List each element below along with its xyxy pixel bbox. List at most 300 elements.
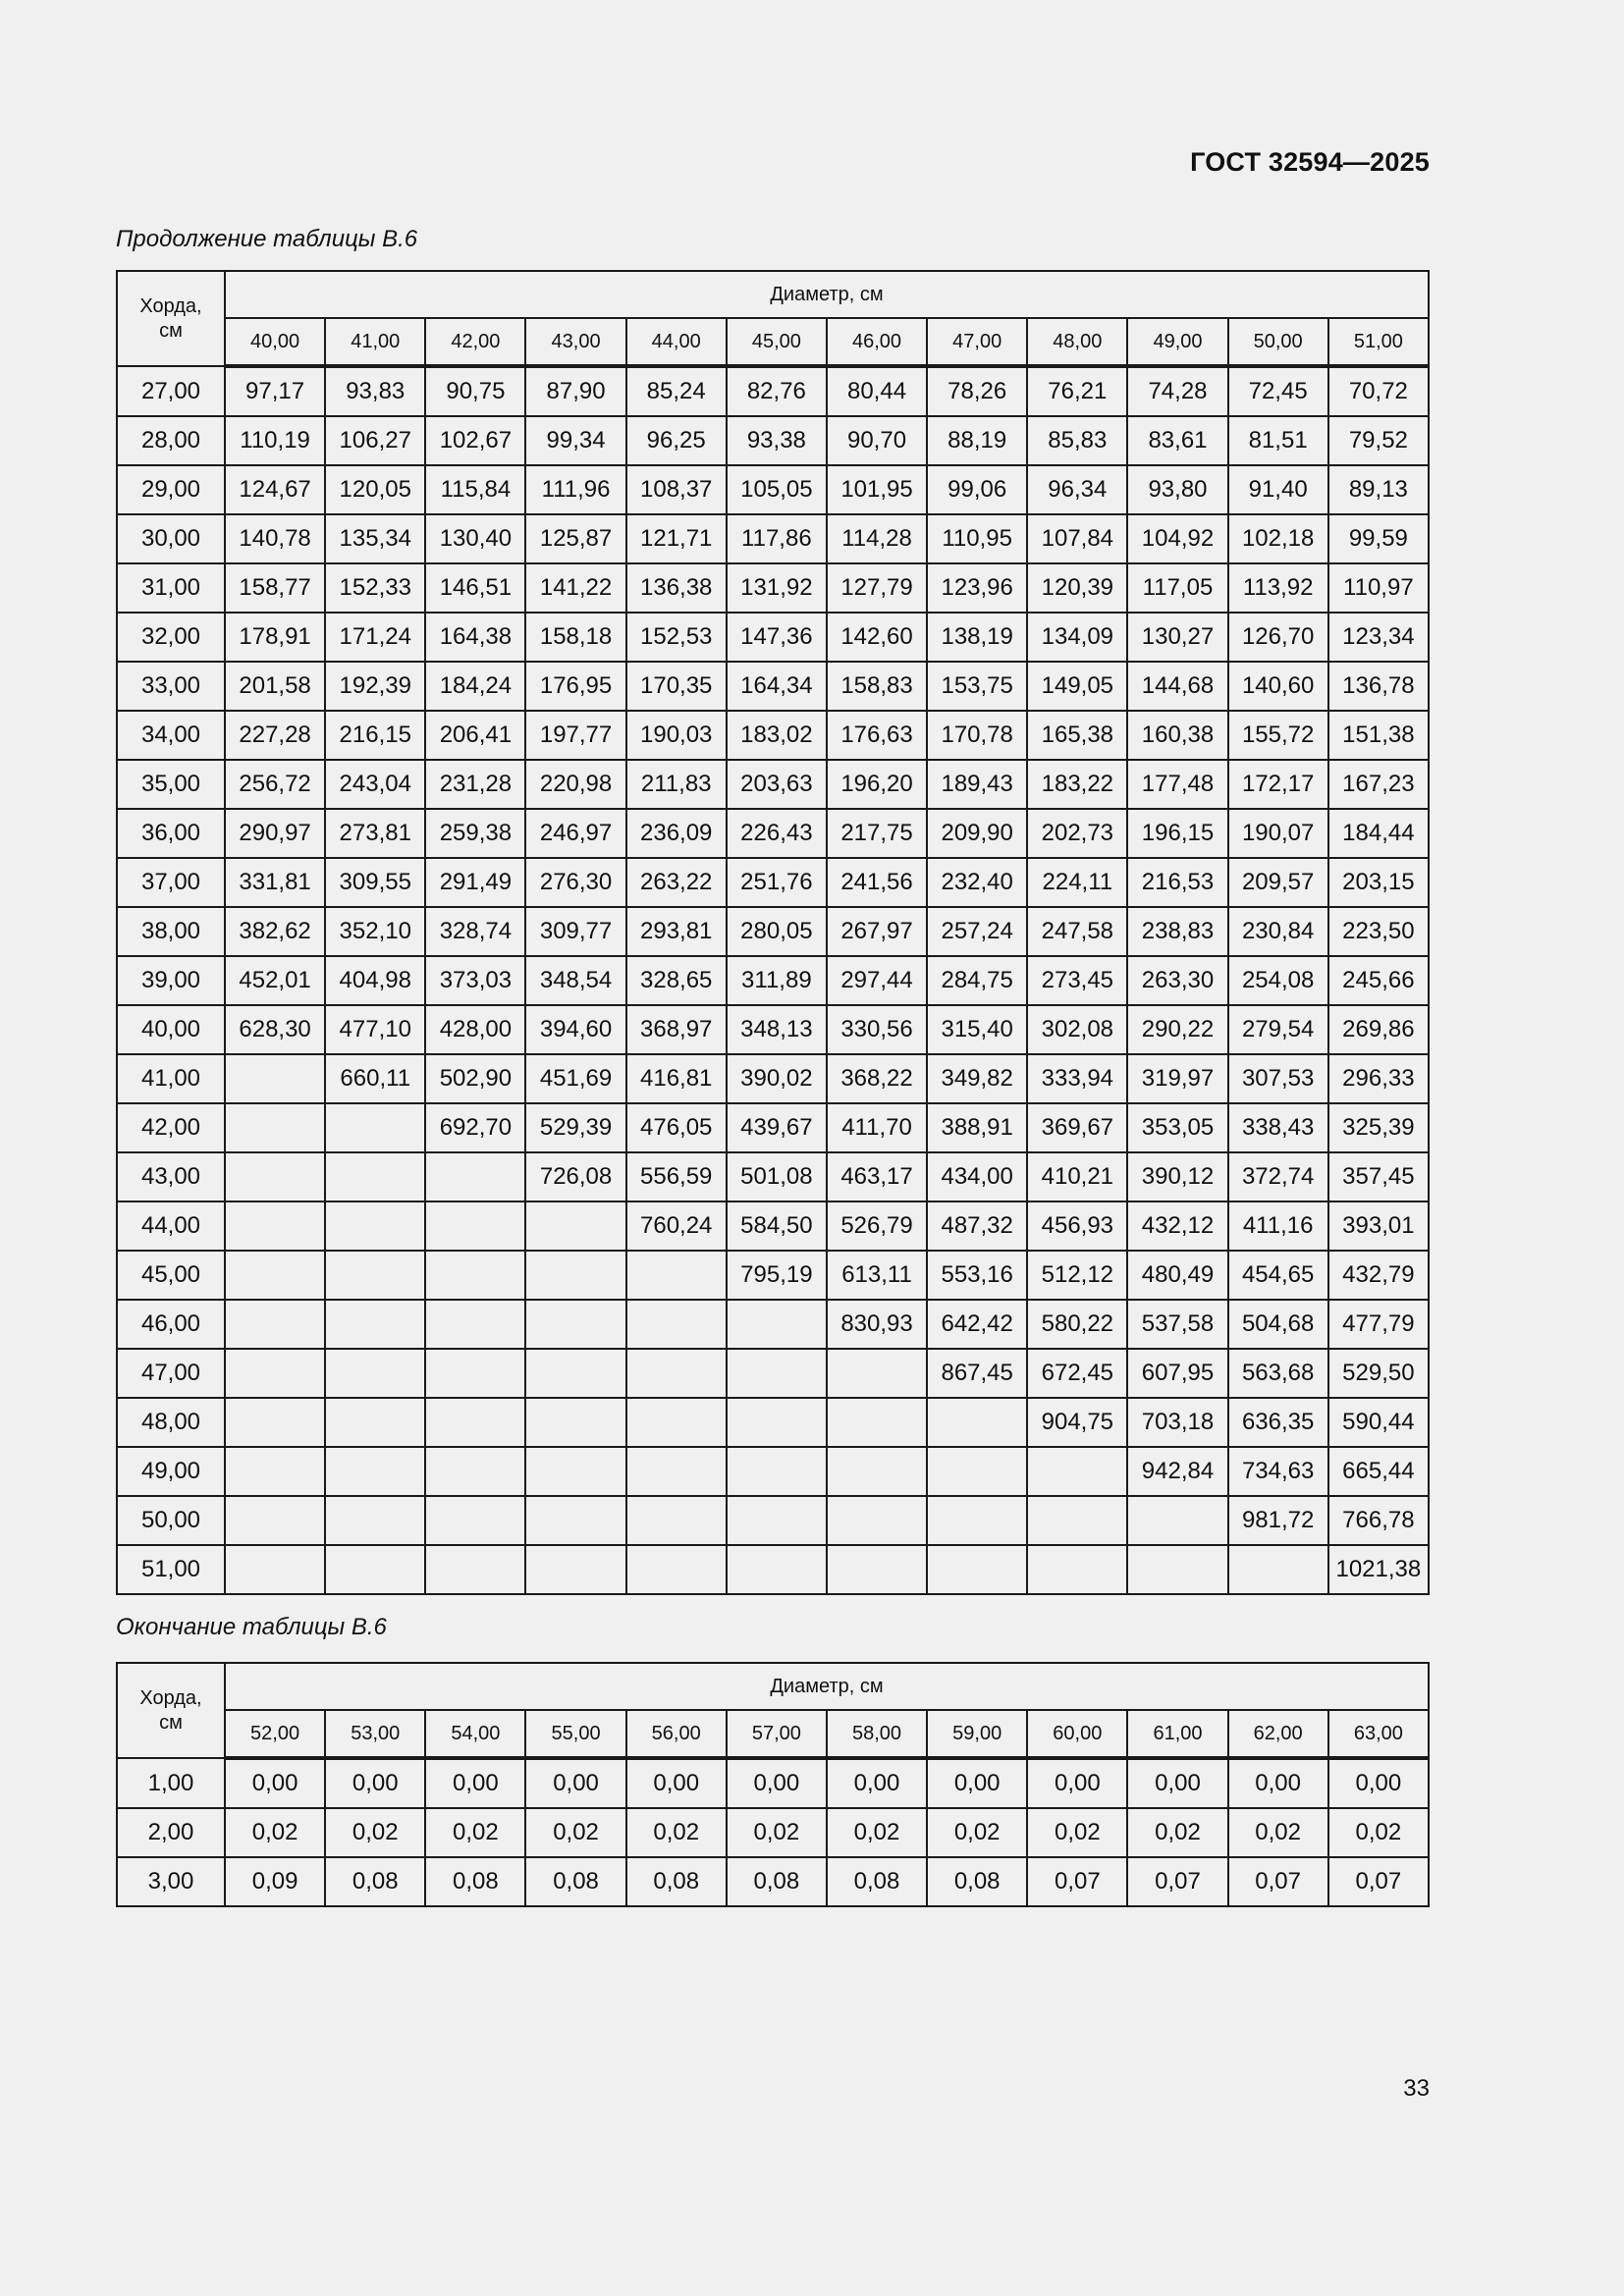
table-cell <box>626 1496 727 1545</box>
chord-value: 32,00 <box>117 613 225 662</box>
table-row <box>117 956 1429 1005</box>
table-cell: 0,02 <box>325 1808 425 1857</box>
chord-value: 44,00 <box>117 1201 225 1251</box>
table-cell: 309,55 <box>325 858 425 907</box>
table-cell: 192,39 <box>325 662 425 711</box>
table-cell <box>525 1545 625 1594</box>
table-cell: 273,81 <box>325 809 425 858</box>
table-cell <box>325 1349 425 1398</box>
table-cell <box>225 1054 325 1103</box>
table-cell: 692,70 <box>425 1103 525 1152</box>
table-row <box>117 1758 1429 1808</box>
table-cell <box>626 1349 727 1398</box>
chord-value: 45,00 <box>117 1251 225 1300</box>
table-cell: 0,00 <box>425 1758 525 1808</box>
table-cell: 236,09 <box>626 809 727 858</box>
table-cell <box>425 1251 525 1300</box>
table-cell: 0,09 <box>225 1857 325 1906</box>
table-cell: 183,02 <box>727 711 827 760</box>
table-cell: 83,61 <box>1127 416 1227 465</box>
table-cell: 107,84 <box>1027 514 1127 563</box>
table-cell: 196,20 <box>827 760 927 809</box>
table-cell: 502,90 <box>425 1054 525 1103</box>
table-row <box>117 662 1429 711</box>
table-cell: 87,90 <box>525 366 625 416</box>
table-cell: 0,02 <box>626 1808 727 1857</box>
table-cell: 703,18 <box>1127 1398 1227 1447</box>
diameter-column-header: 53,00 <box>325 1710 425 1758</box>
table-cell: 328,74 <box>425 907 525 956</box>
table-cell: 126,70 <box>1228 613 1328 662</box>
table-cell <box>425 1201 525 1251</box>
table-cell: 904,75 <box>1027 1398 1127 1447</box>
table-cell: 353,05 <box>1127 1103 1227 1152</box>
diameter-column-header: 45,00 <box>727 318 827 366</box>
page-number: 33 <box>1403 2075 1430 2102</box>
table-cell: 158,77 <box>225 563 325 613</box>
table-cell: 206,41 <box>425 711 525 760</box>
table-cell: 177,48 <box>1127 760 1227 809</box>
table-cell: 190,07 <box>1228 809 1328 858</box>
table-cell <box>626 1447 727 1496</box>
table-cell: 246,97 <box>525 809 625 858</box>
table-row <box>117 416 1429 465</box>
table-cell: 99,59 <box>1328 514 1429 563</box>
table-cell: 330,56 <box>827 1005 927 1054</box>
table-row <box>117 366 1429 416</box>
table-cell: 131,92 <box>727 563 827 613</box>
chord-value: 49,00 <box>117 1447 225 1496</box>
table-cell: 276,30 <box>525 858 625 907</box>
table-cell: 867,45 <box>927 1349 1027 1398</box>
diameter-column-header: 63,00 <box>1328 1710 1429 1758</box>
diameter-column-header: 60,00 <box>1027 1710 1127 1758</box>
diameter-column-header: 59,00 <box>927 1710 1027 1758</box>
table-cell: 411,70 <box>827 1103 927 1152</box>
table-cell <box>827 1447 927 1496</box>
table-cell: 176,63 <box>827 711 927 760</box>
table-cell: 529,39 <box>525 1103 625 1152</box>
diameter-column-header: 58,00 <box>827 1710 927 1758</box>
table-cell: 79,52 <box>1328 416 1429 465</box>
table-cell: 114,28 <box>827 514 927 563</box>
table-cell: 189,43 <box>927 760 1027 809</box>
table-cell: 147,36 <box>727 613 827 662</box>
table-cell: 432,79 <box>1328 1251 1429 1300</box>
table-cell: 93,80 <box>1127 465 1227 514</box>
table-cell: 451,69 <box>525 1054 625 1103</box>
table-cell: 164,34 <box>727 662 827 711</box>
table-cell: 134,09 <box>1027 613 1127 662</box>
table-cell <box>827 1349 927 1398</box>
table-cell <box>727 1496 827 1545</box>
table-cell: 428,00 <box>425 1005 525 1054</box>
diameter-column-header: 55,00 <box>525 1710 625 1758</box>
table-cell <box>727 1349 827 1398</box>
table-row <box>117 1349 1429 1398</box>
table-row <box>117 1054 1429 1103</box>
chord-value: 2,00 <box>117 1808 225 1857</box>
table-cell: 254,08 <box>1228 956 1328 1005</box>
table-cell: 672,45 <box>1027 1349 1127 1398</box>
table-cell: 120,05 <box>325 465 425 514</box>
table-cell: 590,44 <box>1328 1398 1429 1447</box>
table-cell: 164,38 <box>425 613 525 662</box>
table-cell: 152,33 <box>325 563 425 613</box>
table-cell: 80,44 <box>827 366 927 416</box>
table-cell: 82,76 <box>727 366 827 416</box>
table-cell: 348,13 <box>727 1005 827 1054</box>
table-cell: 170,35 <box>626 662 727 711</box>
table-cell: 184,44 <box>1328 809 1429 858</box>
table-cell: 91,40 <box>1228 465 1328 514</box>
table-cell: 251,76 <box>727 858 827 907</box>
table-cell <box>525 1398 625 1447</box>
table-cell: 0,00 <box>1228 1758 1328 1808</box>
table-cell: 454,65 <box>1228 1251 1328 1300</box>
chord-value: 34,00 <box>117 711 225 760</box>
diameter-column-header: 50,00 <box>1228 318 1328 366</box>
table-row <box>117 1447 1429 1496</box>
table-row <box>117 1201 1429 1251</box>
chord-value: 1,00 <box>117 1758 225 1808</box>
table-cell: 302,08 <box>1027 1005 1127 1054</box>
table-cell: 127,79 <box>827 563 927 613</box>
table-cell: 607,95 <box>1127 1349 1227 1398</box>
chord-value: 50,00 <box>117 1496 225 1545</box>
table-row <box>117 514 1429 563</box>
table-cell: 81,51 <box>1228 416 1328 465</box>
table-cell <box>425 1300 525 1349</box>
table-cell: 96,34 <box>1027 465 1127 514</box>
table-row <box>117 1103 1429 1152</box>
table-continuation-caption: Продолжение таблицы В.6 <box>116 226 418 252</box>
table-cell: 115,84 <box>425 465 525 514</box>
table-cell: 372,74 <box>1228 1152 1328 1201</box>
table-cell <box>225 1201 325 1251</box>
table-cell <box>626 1545 727 1594</box>
table-cell: 101,95 <box>827 465 927 514</box>
table-cell: 256,72 <box>225 760 325 809</box>
table-cell: 203,63 <box>727 760 827 809</box>
table-cell <box>225 1496 325 1545</box>
table-cell: 357,45 <box>1328 1152 1429 1201</box>
table-cell: 660,11 <box>325 1054 425 1103</box>
table-cell: 227,28 <box>225 711 325 760</box>
table-cell: 176,95 <box>525 662 625 711</box>
table-row <box>117 907 1429 956</box>
table-cell: 197,77 <box>525 711 625 760</box>
table-cell: 280,05 <box>727 907 827 956</box>
table-row <box>117 1251 1429 1300</box>
table-cell: 110,19 <box>225 416 325 465</box>
table-cell: 99,34 <box>525 416 625 465</box>
table-cell <box>325 1496 425 1545</box>
table-cell: 382,62 <box>225 907 325 956</box>
chord-value: 43,00 <box>117 1152 225 1201</box>
diameter-column-header: 56,00 <box>626 1710 727 1758</box>
table-cell: 89,13 <box>1328 465 1429 514</box>
table-cell <box>927 1447 1027 1496</box>
diameter-column-header: 44,00 <box>626 318 727 366</box>
table-cell: 117,05 <box>1127 563 1227 613</box>
table-cell: 352,10 <box>325 907 425 956</box>
chord-value: 35,00 <box>117 760 225 809</box>
table-cell: 231,28 <box>425 760 525 809</box>
table-cell: 338,43 <box>1228 1103 1328 1152</box>
table-cell: 142,60 <box>827 613 927 662</box>
table-cell <box>325 1201 425 1251</box>
table-cell: 76,21 <box>1027 366 1127 416</box>
table-cell <box>325 1545 425 1594</box>
table-cell: 105,05 <box>727 465 827 514</box>
table-cell: 140,78 <box>225 514 325 563</box>
table-cell: 0,02 <box>525 1808 625 1857</box>
table-cell: 526,79 <box>827 1201 927 1251</box>
table-cell: 88,19 <box>927 416 1027 465</box>
diameter-column-header: 52,00 <box>225 1710 325 1758</box>
table-cell: 230,84 <box>1228 907 1328 956</box>
table-cell <box>225 1349 325 1398</box>
table-cell: 404,98 <box>325 956 425 1005</box>
table-cell: 90,70 <box>827 416 927 465</box>
table-cell: 580,22 <box>1027 1300 1127 1349</box>
table-cell: 432,12 <box>1127 1201 1227 1251</box>
table-cell <box>525 1447 625 1496</box>
table-cell: 416,81 <box>626 1054 727 1103</box>
diameter-column-header: 48,00 <box>1027 318 1127 366</box>
diameter-column-header: 41,00 <box>325 318 425 366</box>
table-cell: 563,68 <box>1228 1349 1328 1398</box>
table-cell: 72,45 <box>1228 366 1328 416</box>
table-cell <box>425 1496 525 1545</box>
table-cell <box>525 1496 625 1545</box>
table-cell <box>525 1300 625 1349</box>
table-row <box>117 809 1429 858</box>
table-cell: 393,01 <box>1328 1201 1429 1251</box>
table-cell <box>225 1103 325 1152</box>
table-cell: 0,00 <box>525 1758 625 1808</box>
chord-value: 31,00 <box>117 563 225 613</box>
table-cell: 97,17 <box>225 366 325 416</box>
table-cell: 284,75 <box>927 956 1027 1005</box>
table-cell: 211,83 <box>626 760 727 809</box>
table-cell: 220,98 <box>525 760 625 809</box>
table-cell: 0,02 <box>425 1808 525 1857</box>
table-row <box>117 1005 1429 1054</box>
table-cell: 319,97 <box>1127 1054 1227 1103</box>
table-cell: 504,68 <box>1228 1300 1328 1349</box>
table-cell: 183,22 <box>1027 760 1127 809</box>
table-cell: 232,40 <box>927 858 1027 907</box>
chord-value: 48,00 <box>117 1398 225 1447</box>
chord-value: 36,00 <box>117 809 225 858</box>
table-cell: 290,22 <box>1127 1005 1227 1054</box>
table-cell: 178,91 <box>225 613 325 662</box>
table-cell: 410,21 <box>1027 1152 1127 1201</box>
table-row <box>117 1857 1429 1906</box>
table-cell: 390,12 <box>1127 1152 1227 1201</box>
table-cell: 0,08 <box>927 1857 1027 1906</box>
table-cell <box>525 1251 625 1300</box>
table-cell: 226,43 <box>727 809 827 858</box>
table-row <box>117 563 1429 613</box>
table-cell: 223,50 <box>1328 907 1429 956</box>
table-cell: 201,58 <box>225 662 325 711</box>
table-cell: 0,02 <box>1228 1808 1328 1857</box>
table-cell: 328,65 <box>626 956 727 1005</box>
diameter-header: Диаметр, см <box>225 1663 1429 1710</box>
table-cell <box>626 1398 727 1447</box>
table-cell: 121,71 <box>626 514 727 563</box>
table-row <box>117 858 1429 907</box>
table-cell: 153,75 <box>927 662 1027 711</box>
table-cell <box>425 1152 525 1201</box>
table-cell: 279,54 <box>1228 1005 1328 1054</box>
table-continuation <box>116 270 1430 1595</box>
table-cell: 160,38 <box>1127 711 1227 760</box>
table-cell: 273,45 <box>1027 956 1127 1005</box>
table-cell <box>927 1545 1027 1594</box>
table-cell: 584,50 <box>727 1201 827 1251</box>
table-cell <box>225 1447 325 1496</box>
table-cell: 349,82 <box>927 1054 1027 1103</box>
chord-header-text: Хорда, см <box>139 294 202 342</box>
table-cell <box>325 1103 425 1152</box>
diameter-column-header: 42,00 <box>425 318 525 366</box>
diameter-column-header: 51,00 <box>1328 318 1429 366</box>
chord-value: 37,00 <box>117 858 225 907</box>
table-cell: 263,30 <box>1127 956 1227 1005</box>
table-cell <box>927 1496 1027 1545</box>
table-cell: 0,07 <box>1328 1857 1429 1906</box>
chord-header <box>117 271 225 366</box>
table-cell: 311,89 <box>727 956 827 1005</box>
table-cell: 152,53 <box>626 613 727 662</box>
table-cell: 113,92 <box>1228 563 1328 613</box>
table-cell <box>827 1398 927 1447</box>
table-cell: 463,17 <box>827 1152 927 1201</box>
table-cell: 99,06 <box>927 465 1027 514</box>
table-cell: 296,33 <box>1328 1054 1429 1103</box>
table-end <box>116 1662 1430 1907</box>
table-cell <box>225 1251 325 1300</box>
chord-value: 33,00 <box>117 662 225 711</box>
table-cell <box>827 1545 927 1594</box>
chord-value: 39,00 <box>117 956 225 1005</box>
table-cell <box>425 1447 525 1496</box>
diameter-column-header: 54,00 <box>425 1710 525 1758</box>
table-cell: 0,00 <box>1027 1758 1127 1808</box>
table-cell: 216,15 <box>325 711 425 760</box>
table-cell: 348,54 <box>525 956 625 1005</box>
table-cell: 217,75 <box>827 809 927 858</box>
table-cell: 158,83 <box>827 662 927 711</box>
table-cell: 125,87 <box>525 514 625 563</box>
table-cell: 0,08 <box>626 1857 727 1906</box>
table-cell: 110,97 <box>1328 563 1429 613</box>
table-cell: 104,92 <box>1127 514 1227 563</box>
table-cell: 172,17 <box>1228 760 1328 809</box>
table-cell: 0,02 <box>727 1808 827 1857</box>
table-cell: 123,96 <box>927 563 1027 613</box>
table-cell <box>727 1398 827 1447</box>
table-cell: 144,68 <box>1127 662 1227 711</box>
table-cell: 146,51 <box>425 563 525 613</box>
table-cell: 0,08 <box>827 1857 927 1906</box>
table-cell: 184,24 <box>425 662 525 711</box>
table-cell: 290,97 <box>225 809 325 858</box>
table-cell: 553,16 <box>927 1251 1027 1300</box>
table-cell: 85,83 <box>1027 416 1127 465</box>
table-cell: 0,02 <box>927 1808 1027 1857</box>
table-cell: 390,02 <box>727 1054 827 1103</box>
table-cell: 981,72 <box>1228 1496 1328 1545</box>
table-cell: 369,67 <box>1027 1103 1127 1152</box>
table-cell: 269,86 <box>1328 1005 1429 1054</box>
table-cell: 0,00 <box>927 1758 1027 1808</box>
table-cell: 85,24 <box>626 366 727 416</box>
table-cell: 368,22 <box>827 1054 927 1103</box>
table-cell: 0,00 <box>626 1758 727 1808</box>
table-cell: 106,27 <box>325 416 425 465</box>
table-cell: 138,19 <box>927 613 1027 662</box>
table-cell: 487,32 <box>927 1201 1027 1251</box>
table-cell: 267,97 <box>827 907 927 956</box>
table-cell <box>525 1201 625 1251</box>
document-standard-header: ГОСТ 32594—2025 <box>1190 147 1430 177</box>
table-cell: 512,12 <box>1027 1251 1127 1300</box>
table-cell: 0,00 <box>325 1758 425 1808</box>
table-cell <box>727 1545 827 1594</box>
chord-value: 42,00 <box>117 1103 225 1152</box>
table-cell <box>1127 1545 1227 1594</box>
table-cell: 167,23 <box>1328 760 1429 809</box>
table-cell: 307,53 <box>1228 1054 1328 1103</box>
table-cell <box>1027 1447 1127 1496</box>
table-cell: 0,00 <box>827 1758 927 1808</box>
table-cell: 642,42 <box>927 1300 1027 1349</box>
table-cell <box>325 1251 425 1300</box>
table-cell: 394,60 <box>525 1005 625 1054</box>
chord-value: 28,00 <box>117 416 225 465</box>
table-cell: 171,24 <box>325 613 425 662</box>
table-cell: 0,07 <box>1027 1857 1127 1906</box>
table-cell: 0,00 <box>727 1758 827 1808</box>
table-cell: 830,93 <box>827 1300 927 1349</box>
table-cell: 209,57 <box>1228 858 1328 907</box>
table-cell: 0,02 <box>827 1808 927 1857</box>
table-row <box>117 1545 1429 1594</box>
table-cell: 368,97 <box>626 1005 727 1054</box>
table-cell: 74,28 <box>1127 366 1227 416</box>
table-cell: 734,63 <box>1228 1447 1328 1496</box>
table-cell: 315,40 <box>927 1005 1027 1054</box>
table-row <box>117 1398 1429 1447</box>
table-cell: 70,72 <box>1328 366 1429 416</box>
table-cell: 291,49 <box>425 858 525 907</box>
table-cell: 942,84 <box>1127 1447 1227 1496</box>
table-cell: 529,50 <box>1328 1349 1429 1398</box>
table-cell <box>225 1398 325 1447</box>
table-cell: 140,60 <box>1228 662 1328 711</box>
table-cell: 130,27 <box>1127 613 1227 662</box>
diameter-column-header: 61,00 <box>1127 1710 1227 1758</box>
table-cell: 0,08 <box>325 1857 425 1906</box>
table-cell: 190,03 <box>626 711 727 760</box>
table-cell: 247,58 <box>1027 907 1127 956</box>
table-cell: 628,30 <box>225 1005 325 1054</box>
